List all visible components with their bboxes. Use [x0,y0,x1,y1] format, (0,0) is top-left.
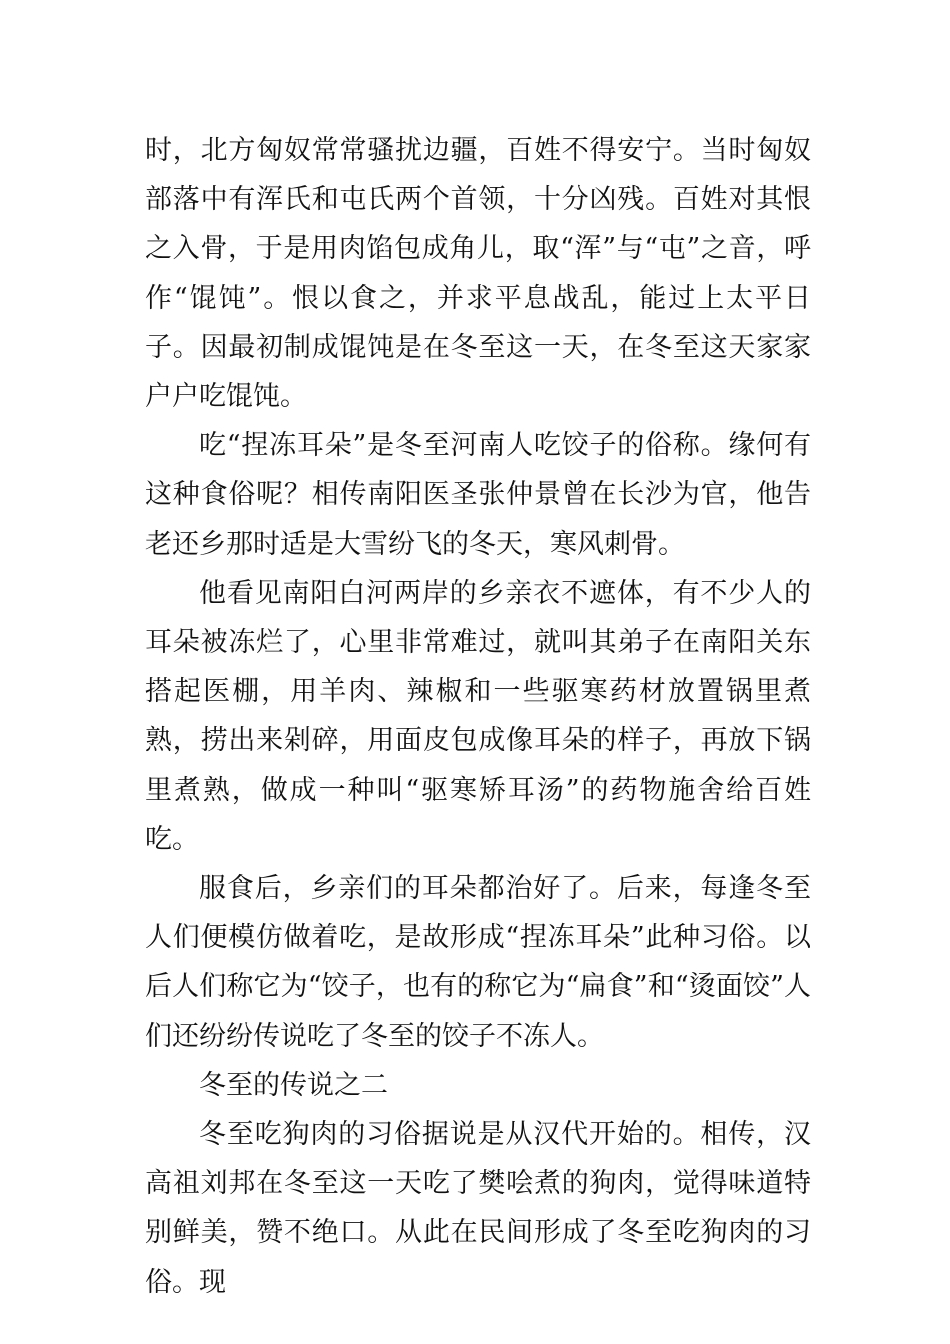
paragraph-jiaozi-custom: 服食后，乡亲们的耳朵都治好了。后来，每逢冬至人们便模仿做着吃，是故形成“捏冻耳朵”此种习俗。以后人们称它为“饺子，也有的称它为“扁食”和“烫面饺”人们还纷纷传说吃了冬至的饺子不冻人。 [145,873,811,1052]
paragraph-dog-meat-custom: 冬至吃狗肉的习俗据说是从汉代开始的。相传，汉高祖刘邦在冬至这一天吃了樊哙煮的狗肉，觉得味道特别鲜美，赞不绝口。从此在民间形成了冬至吃狗肉的习俗。现 [145,1119,811,1298]
paragraph-huntun-origin: 时，北方匈奴常常骚扰边疆，百姓不得安宁。当时匈奴部落中有浑氏和屯氏两个首领，十分凶残。百姓对其恨之入骨，于是用肉馅包成角儿，取“浑”与“屯”之音，呼作“馄饨”。恨以食之，并求平息战乱，能过上太平日子。因最初制成馄饨是在冬至这一天，在冬至这天家家户户吃馄饨。 [145,135,811,413]
paragraph-niedong-erduo: 吃“捏冻耳朵”是冬至河南人吃饺子的俗称。缘何有这种食俗呢？相传南阳医圣张仲景曾在长沙为官，他告老还乡那时适是大雪纷飞的冬天，寒风刺骨。 [145,430,811,560]
section-heading-legend-two: 冬至的传说之二 [199,1069,388,1101]
paragraph-quhan-jiaoer-tang: 他看见南阳白河两岸的乡亲衣不遮体，有不少人的耳朵被冻烂了，心里非常难过，就叫其弟子在南阳关东搭起医棚，用羊肉、辣椒和一些驱寒药材放置锅里煮熟，捞出来剁碎，用面皮包成像耳朵的样子，再放下锅里煮熟，做成一种叫“驱寒矫耳汤”的药物施舍给百姓吃。 [145,577,811,855]
document-body [145,126,811,1307]
